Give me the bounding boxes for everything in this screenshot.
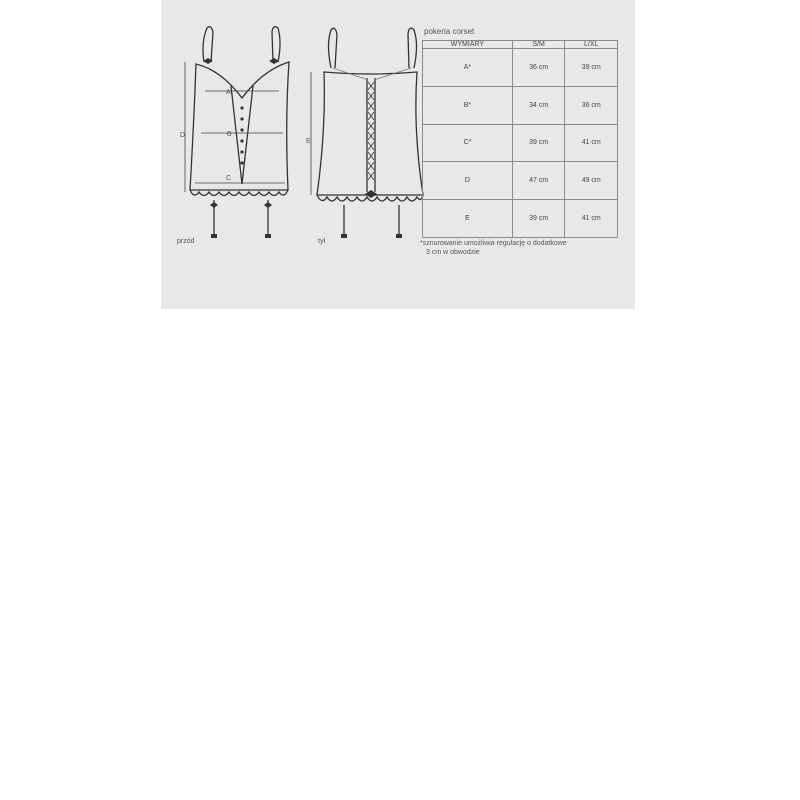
table-row [423, 124, 618, 162]
table-row [423, 162, 618, 200]
back-body-outline [317, 72, 423, 195]
back-lacing-panel [367, 78, 375, 192]
table-header-row [423, 41, 618, 49]
front-left-strap [203, 27, 213, 62]
front-ruffle-hem [190, 190, 288, 196]
corset-back-view [317, 28, 423, 238]
header-measurements: WYMIARY [423, 41, 513, 49]
value-sm: 34 cm [512, 86, 565, 124]
front-label-c: C [226, 175, 232, 182]
back-view-caption: tył [318, 238, 325, 245]
lacing-note [420, 239, 630, 257]
front-body-outline [190, 62, 289, 190]
value-lxl: 36 cm [565, 86, 618, 124]
front-right-bow [269, 58, 279, 64]
row-label: A* [423, 49, 513, 87]
value-sm: 39 cm [512, 200, 565, 238]
front-label-a: A [226, 89, 231, 96]
row-label: D [423, 162, 513, 200]
row-label: C* [423, 124, 513, 162]
back-right-strap [408, 28, 417, 68]
table-row [423, 200, 618, 238]
value-sm: 47 cm [512, 162, 565, 200]
size-chart-sheet [161, 0, 635, 309]
front-center-panel [231, 86, 253, 184]
back-left-strap [329, 28, 338, 68]
value-lxl: 41 cm [565, 124, 618, 162]
lacing-note-line-1: *sznurowanie umożliwia regulację o dodatkowe [420, 240, 567, 247]
table-row [423, 86, 618, 124]
value-lxl: 49 cm [565, 162, 618, 200]
value-lxl: 41 cm [565, 200, 618, 238]
lacing-note-line-2: 3 cm w obwodzie [426, 249, 480, 256]
front-right-strap [272, 27, 280, 62]
back-label-e: E [306, 138, 311, 145]
table-row [423, 49, 618, 87]
value-lxl: 39 cm [565, 49, 618, 87]
size-table [422, 40, 618, 238]
value-sm: 39 cm [512, 124, 565, 162]
front-view-caption: przód [177, 238, 195, 245]
header-size-lxl: L/XL [565, 41, 618, 49]
row-label: B* [423, 86, 513, 124]
front-label-b: B [227, 131, 232, 138]
front-label-d: D [180, 132, 186, 139]
header-size-sm: S/M [512, 41, 565, 49]
table-title: pokeria corset [424, 27, 475, 36]
row-label: E [423, 200, 513, 238]
value-sm: 36 cm [512, 49, 565, 87]
back-lacing [333, 68, 411, 180]
